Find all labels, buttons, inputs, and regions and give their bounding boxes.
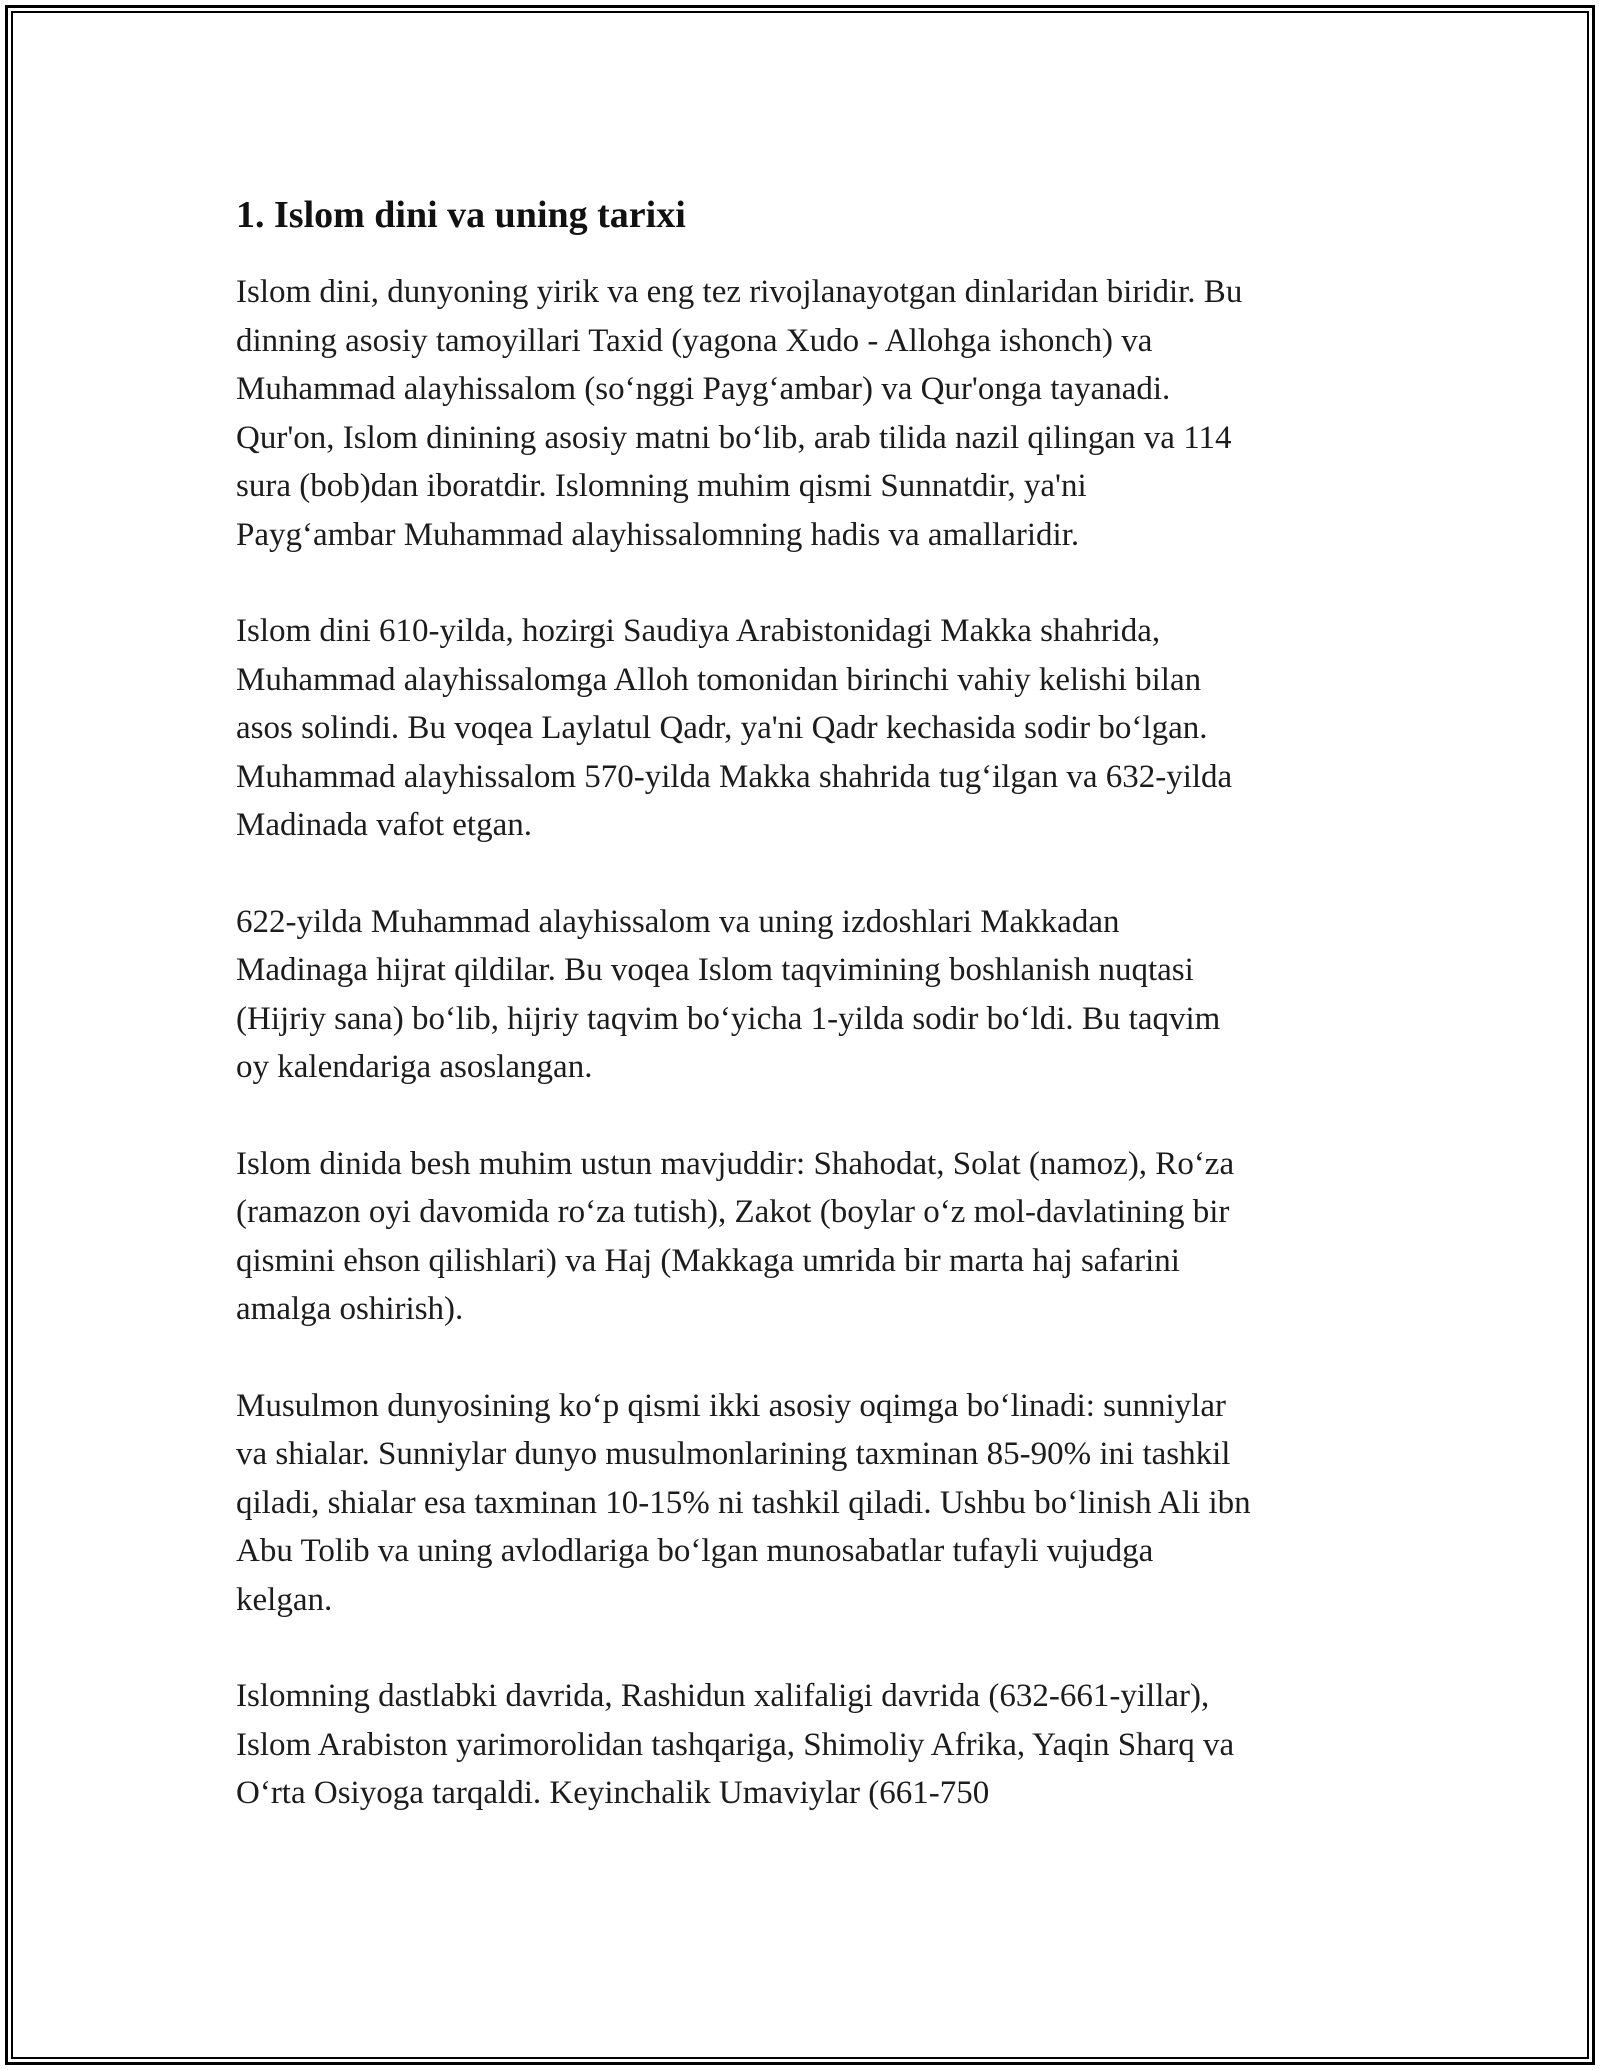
paragraph-introduction xyxy=(236,268,1386,559)
paragraph-line: dinning asosiy tamoyillari Taxid (yagona Xudo - Allohga ishonch) va xyxy=(236,322,1153,359)
paragraph-founding xyxy=(236,607,1386,850)
paragraph-line: Qur'on, Islom dinining asosiy matni bo‘lib, arab tilida nazil qilingan va 114 xyxy=(236,419,1232,456)
paragraph-expansion xyxy=(236,1672,1386,1818)
paragraph-line: Abu Tolib va uning avlodlariga bo‘lgan munosabatlar tufayli vujudga xyxy=(236,1533,1154,1569)
paragraph-line: amalga oshirish). xyxy=(236,1291,464,1327)
paragraph-line: (ramazon oyi davomida ro‘za tutish), Zakot (boylar o‘z mol-davlatining bir xyxy=(236,1194,1230,1230)
paragraph-line: Muhammad alayhissalomga Alloh tomonidan birinchi vahiy kelishi bilan xyxy=(236,661,1202,698)
paragraph-branches xyxy=(236,1382,1386,1625)
paragraph-line: Islom dinida besh muhim ustun mavjuddir: Shahodat, Solat (namoz), Ro‘za xyxy=(236,1145,1235,1182)
paragraph-line: Islom dini, dunyoning yirik va eng tez rivojlanayotgan dinlaridan biridir. Bu xyxy=(236,274,1243,310)
paragraph-line: Musulmon dunyosining ko‘p qismi ikki asosiy oqimga bo‘linadi: sunniylar xyxy=(236,1387,1226,1424)
paragraph-line: Islom dini 610-yilda, hozirgi Saudiya Arabistonidagi Makka shahrida, xyxy=(236,613,1161,649)
paragraph-five-pillars xyxy=(236,1140,1386,1334)
paragraph-line: Madinada vafot etgan. xyxy=(236,807,532,843)
paragraph-line: sura (bob)dan iboratdir. Islomning muhim qismi Sunnatdir, ya'ni xyxy=(236,468,1087,504)
paragraph-hijra xyxy=(236,898,1386,1092)
paragraph-line: Muhammad alayhissalom (so‘nggi Payg‘ambar) va Qur'onga tayanadi. xyxy=(236,371,1171,407)
paragraph-line: Islomning dastlabki davrida, Rashidun xalifaligi davrida (632-661-yillar), xyxy=(236,1678,1210,1714)
paragraph-line: va shialar. Sunniylar dunyo musulmonlarining taxminan 85-90% ini tashkil xyxy=(236,1436,1231,1472)
paragraph-line: Muhammad alayhissalom 570-yilda Makka shahrida tug‘ilgan va 632-yilda xyxy=(236,758,1233,795)
paragraph-line: asos solindi. Bu voqea Laylatul Qadr, ya'ni Qadr kechasida sodir bo‘lgan. xyxy=(236,710,1208,746)
document-body xyxy=(236,180,1386,1866)
paragraph-line: qiladi, shialar esa taxminan 10-15% ni tashkil qiladi. Ushbu bo‘linish Ali ibn xyxy=(236,1484,1251,1521)
paragraph-line: qismini ehson qilishlari) va Haj (Makkaga umrida bir marta haj safarini xyxy=(236,1242,1180,1279)
paragraph-line: 622-yilda Muhammad alayhissalom va uning izdoshlari Makkadan xyxy=(236,903,1120,940)
section-heading: 1. Islom dini va uning tarixi xyxy=(236,194,686,236)
paragraph-line: Islom Arabiston yarimorolidan tashqariga, Shimoliy Afrika, Yaqin Sharq va xyxy=(236,1726,1235,1763)
paragraph-line: O‘rta Osiyoga tarqaldi. Keyinchalik Umaviylar (661-750 xyxy=(236,1775,990,1811)
paragraph-line: (Hijriy sana) bo‘lib, hijriy taqvim bo‘yicha 1-yilda sodir bo‘ldi. Bu taqvim xyxy=(236,1000,1221,1037)
paragraph-line: oy kalendariga asoslangan. xyxy=(236,1049,593,1085)
paragraph-line: Madinaga hijrat qildilar. Bu voqea Islom taqvimining boshlanish nuqtasi xyxy=(236,952,1194,988)
paragraph-line: kelgan. xyxy=(236,1581,333,1618)
paragraph-line: Payg‘ambar Muhammad alayhissalomning hadis va amallaridir. xyxy=(236,516,1080,553)
